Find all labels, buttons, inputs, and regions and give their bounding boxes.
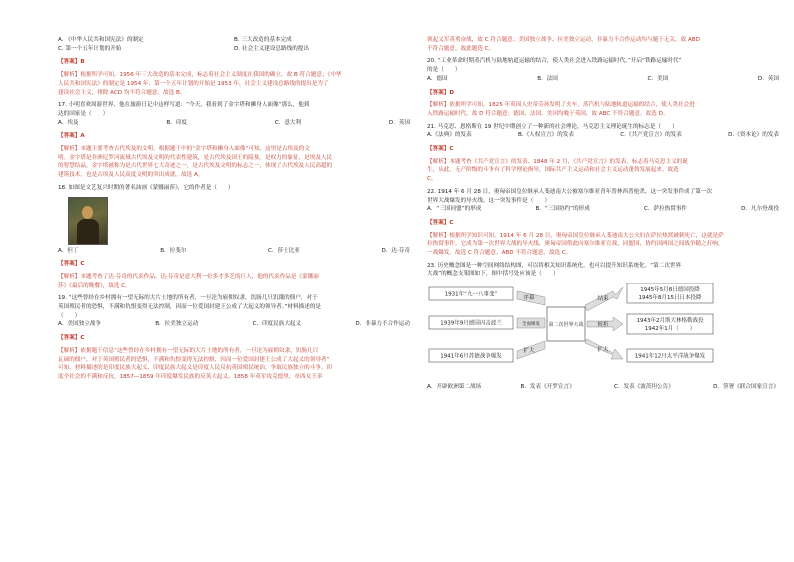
explanation-19: 【解析】依据题干信息“这些曾经在乡村拥有一望无际的大片土地的所有者，一旦沦为雇佣奴隶，饥肠几只 瓦硕的佃户，对于英国殖民者的恐惧，不满和仇恨变得无法控制，因而一位爱国封建王公成了大起义的领导者” 可知，材料描述的是印度民族大起义，印度民族大起义是印度人民反抗英国殖民统治，争取民族独立的斗争。印 度全社会的不满和反抗。1857—1859 年印度爆发民族的反英大起义。1858 年英军攻克德里，章西女王率 bbox=[58, 347, 333, 380]
question-22: 22. 1914 年 6 月 28 日，奥匈帝国皇位继承人斐迪南大公被塞尔维亚青年普林西普枪杀，这一突发事件成了第一次 世界大战爆发的导火线。这一突发事件是（ ） bbox=[427, 188, 713, 204]
question-17: 17. 小明喜欢周游世界，他在旅游日记中这样写道：“今天，我看到了金字塔和狮身人面像”那么，他到 达的国家是（ ） bbox=[58, 102, 310, 117]
option-c: C. 第一个五年计划的开始 bbox=[58, 45, 122, 52]
right-box-blank: 1942年1月（ ） bbox=[644, 326, 696, 333]
explanation-19-continued: 领起义军英勇奋战，故 C 符合题意；美国独立战争、拉美独立运动，非暴力不合作运动均与题干无关，故 ABD 不符合题意。故此题选 C。 bbox=[427, 37, 700, 52]
right-box-stalingrad: 1943年2月斯大林格勒战役 bbox=[636, 318, 704, 325]
center-label: 第二次世界大战 bbox=[548, 322, 584, 329]
q18-options: A．但丁 B．拉斐尔 C．莎士比亚 D．达·芬奇 bbox=[58, 247, 410, 254]
q16-options-row2 bbox=[58, 45, 410, 54]
ww2-concept-diagram bbox=[427, 283, 779, 377]
explanation-18: 【解析】本题考查了达·芬奇的代表作品。达·芬奇是意大利一位多才多艺的巨人，他的代表作品是《蒙娜丽 莎》《最后的晚餐》，故选 C。 bbox=[58, 273, 319, 289]
end-label: 结束 bbox=[597, 296, 609, 303]
q20-options: A．德国 B．法国 C．美国 D．英国 bbox=[427, 75, 779, 82]
option-a: A. 《中华人民共和国宪法》的制定 bbox=[58, 37, 144, 43]
q21-options: A.《法典》的发表 B.《人权宣言》的发表 C.《共产党宣言》的发表 D.《资本论》的发表 bbox=[427, 132, 779, 139]
phase-label-prelude: 序幕 bbox=[523, 295, 535, 302]
right-box-pacific-war: 1941年12月太平洋战争爆发 bbox=[634, 353, 706, 360]
left-box-1: 1931年“九一八事变” bbox=[444, 291, 498, 298]
q19-options: A．美国独立战争 B．拉美独立运动 C．印度民族大起义 D．非暴力不合作运动 bbox=[58, 321, 410, 328]
question-19: 19. “这些曾经在乡村拥有一望无际的大片土地的所有者，一旦沦为雇佣奴隶，饥肠几只饥饿的佃户，对于 英国殖民者的恐惧，不满和仇恨变得无法控制，因而一位爱国封建王公成了大起义的领导者。”材料描述的是 （ ） bbox=[58, 295, 322, 319]
left-column bbox=[58, 36, 410, 382]
answer-21: 【答案】C bbox=[427, 146, 454, 153]
question-18: 18. 如图是文艺复兴时期的著名油画《蒙娜丽莎》，它的作者是（ ） bbox=[58, 184, 234, 191]
right-box-germany-surrender: 1945年5月8日德国投降 bbox=[640, 287, 700, 294]
answer-17: 【答案】A bbox=[58, 133, 85, 140]
mona-lisa-painting bbox=[68, 197, 108, 245]
answer-22: 【答案】C bbox=[427, 219, 454, 226]
explanation-21: 【解析】本题考查《共产党宣言》的发表。1848 年 2 月，《共产党宣言》的发表，标志着马克思主义的诞 生，从此，无产阶级的斗争有了科学理论指导，国际共产主义运动和社会主义运动蓬勃发展起来。故选 C。 bbox=[427, 158, 688, 183]
answer-19: 【答案】C bbox=[58, 335, 85, 342]
q16-options-row1 bbox=[58, 36, 410, 45]
explanation-17: 【解析】本题主要考查古代埃及的文明。根据题干中的“金字塔和狮身人面像”可知，这里是古埃及的文 明。金字塔是非洲尼罗河流域古代埃及文明的代表性建筑，是古代埃及国王的陵墓。是权力的象征，是埃及人民 的智慧结晶，金字塔被称为是古代世界七大奇迹之一，是古代埃及文明的标志之一，体现了古代埃及人民高超的 建筑技术，也是古埃及人民高度文明的突出成就。故选 A。 bbox=[58, 146, 333, 179]
explanation-20: 【解析】依据所学可知，1825 年英国人史蒂芬孙发明了火车，蒸汽机与陆地轨道运输的结合，使人类社会进 入铁路运输时代，故 D 符合题意；德国、法国、美国均晚于英国，故 ABC 不符合题意。故选 D。 bbox=[427, 102, 695, 117]
left-box-2: 1939年9月德国闪击波兰 bbox=[440, 320, 502, 327]
question-20: 20. “工业革命时期蒸汽机与陆地轨道运输的结合，使人类社会进入铁路运输时代。”开启“铁路运输时代” 的是（ ） bbox=[427, 58, 682, 74]
expand-label: 扩大 bbox=[597, 347, 609, 354]
option-d: D. 社会主义建设总路线的提出 bbox=[234, 45, 309, 52]
q22-options: A．“三国同盟”的形成 B．“三国协约”的形成 C．萨拉热窝事件 D．凡尔登战役 bbox=[427, 206, 779, 213]
explanation-22: 【解析】根据所学知识可知，1914 年 6 月 28 日，奥匈帝国皇位继承人斐迪南大公夫妇在萨拉热窝被刺死亡，这就是萨 拉热窝事件。它成为第一次世界大战的导火线，奥匈帝国借此向塞尔维亚宣战，同盟国，协约国两国之间战争随之打响， 一战爆发。故选 C 符合题意。ABD 不符合题意，故选 C。 bbox=[427, 232, 724, 257]
q17-options: A．埃及 B．印度 C．意大利 D．英国 bbox=[58, 119, 410, 126]
answer-16: 【答案】B bbox=[58, 59, 85, 66]
question-21: 21. 马克思、恩格斯在 19 世纪中期创立了一种新的社会理论，马克思主义理论诞生的标志是（ ） bbox=[427, 123, 678, 130]
q23-options: A．开辟欧洲第二战场 B．发表《开罗宣言》 C．发表《波茨坦公告》 D．签署《联合国家宣言》 bbox=[427, 383, 779, 390]
answer-20: 【答案】D bbox=[427, 89, 455, 96]
answer-18: 【答案】C bbox=[58, 261, 85, 268]
phase-label-outbreak: 全面爆发 bbox=[522, 322, 540, 328]
phase-label-expand: 扩大 bbox=[523, 348, 535, 355]
turn-label: 转折 bbox=[597, 322, 609, 329]
right-box-japan-surrender: 1945年8月15日日本投降 bbox=[638, 295, 702, 302]
explanation-16: 【解析】根据所学可知，1956 年三大改造的基本完成，标志着社会主义制度在我国的确立，故 B 符合题意；《中华 人民共和国宪法》的制定是 1954 年，第一个五年计划的开始是 1953 年，社会主义建设总路线的提出是为了 建设社会主义，排除 ACD 均不符合题意，故选 B。 bbox=[58, 72, 342, 96]
left-box-3: 1941年6月苏德战争爆发 bbox=[440, 353, 502, 360]
right-column bbox=[427, 36, 779, 392]
option-b: B. 三大改造的基本完成 bbox=[234, 37, 292, 43]
question-23: 23. 历史概念图是一种空间网络结构图，可以将相关知识系统化，也可以提升知识系统化。“第二次世界 大战”的概念支架图如下，图中括号处应该是（ ） bbox=[427, 262, 682, 278]
